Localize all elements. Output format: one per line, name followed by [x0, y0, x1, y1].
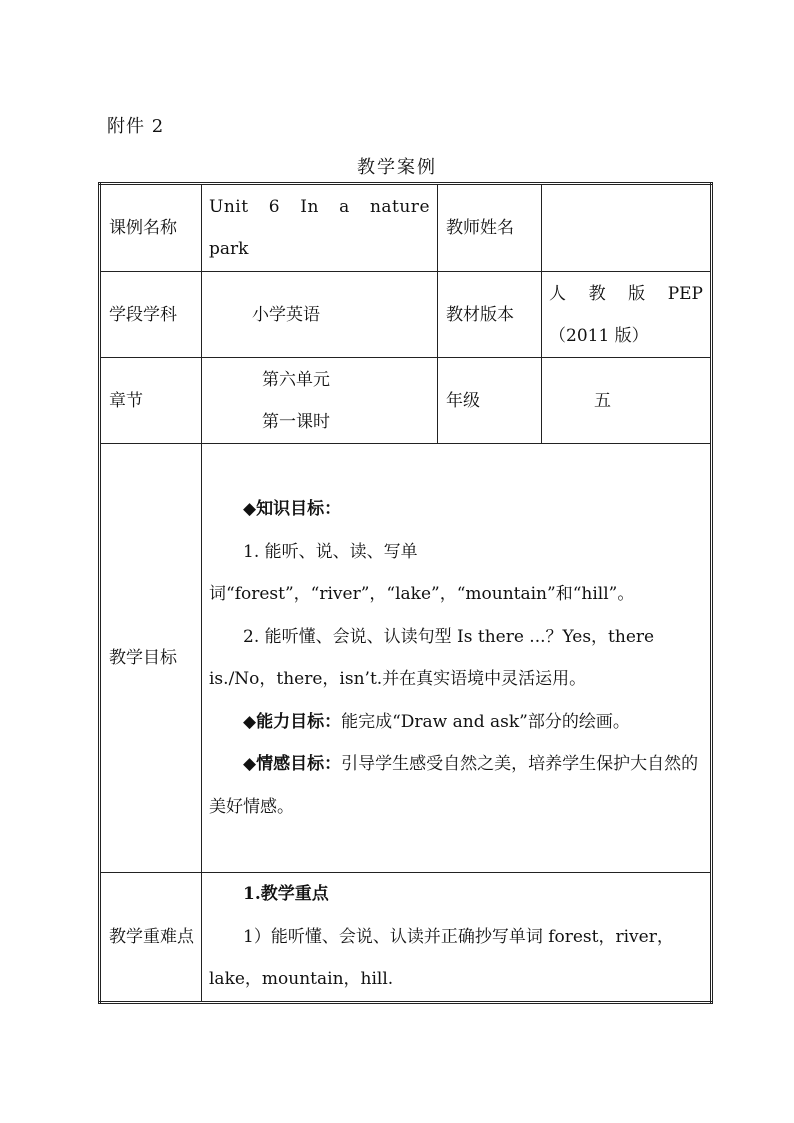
lesson-name-line2: park [209, 239, 249, 259]
knowledge-heading: ◆知识目标： [243, 499, 342, 519]
teacher-name-label: 教师姓名 [438, 184, 542, 272]
lesson-plan-table [98, 182, 713, 1004]
knowledge-item-2: 2. 能听懂、会说、认读句型 Is there ...？Yes，there is./No，there，isn’t.并在真实语境中灵活运用。 [209, 626, 655, 689]
emotion-heading: ◆情感目标： [243, 754, 342, 774]
objectives-label: 教学目标 [100, 444, 202, 873]
edition-value [542, 272, 712, 358]
chapter-label: 章节 [100, 358, 202, 444]
chapter-line2: 第一课时 [262, 411, 330, 432]
table-row-key-points [100, 873, 712, 1003]
lesson-name-value [202, 184, 438, 272]
focus-item-1: 1）能听懂、会说、认读并正确抄写单词 forest，river，lake，mountain，hill. [209, 926, 674, 989]
grade-value: 五 [542, 358, 712, 444]
lesson-name-line1: Unit 6 In a nature [209, 197, 430, 217]
key-points-content [202, 873, 712, 1003]
ability-heading: ◆能力目标： [243, 711, 342, 732]
chapter-line1: 第六单元 [262, 369, 330, 390]
key-points-label: 教学重难点 [100, 873, 202, 1003]
chapter-value [202, 358, 438, 444]
ability-text: 能完成“Draw and ask”部分的绘画。 [341, 711, 630, 732]
edition-line2: （2011 版） [549, 325, 649, 346]
table-row-objectives [100, 444, 712, 873]
lesson-name-label: 课例名称 [100, 184, 202, 272]
emotion-objective [209, 743, 703, 828]
emotion-text: 引导学生感受自然之美，培养学生保护大自然的美好情感。 [209, 754, 699, 817]
edition-label: 教材版本 [438, 272, 542, 358]
attachment-label: 附件 2 [107, 116, 165, 137]
knowledge-item-1: 1. 能听、说、读、写单词“forest”，“river”，“lake”，“mountain”和“hill”。 [209, 541, 635, 604]
focus-heading: 1.教学重点 [243, 884, 329, 904]
subject-label: 学段学科 [100, 272, 202, 358]
document-title: 教学案例 [357, 157, 437, 178]
objectives-content [202, 444, 712, 873]
ability-objective [209, 701, 703, 744]
table-row-subject [100, 272, 712, 358]
table-row-chapter [100, 358, 712, 444]
subject-value: 小学英语 [202, 272, 438, 358]
knowledge-objective [209, 488, 703, 531]
grade-label: 年级 [438, 358, 542, 444]
edition-line1: 人 教 版 PEP [549, 283, 703, 304]
table-row-lesson-name [100, 184, 712, 272]
teacher-name-value [542, 184, 712, 272]
